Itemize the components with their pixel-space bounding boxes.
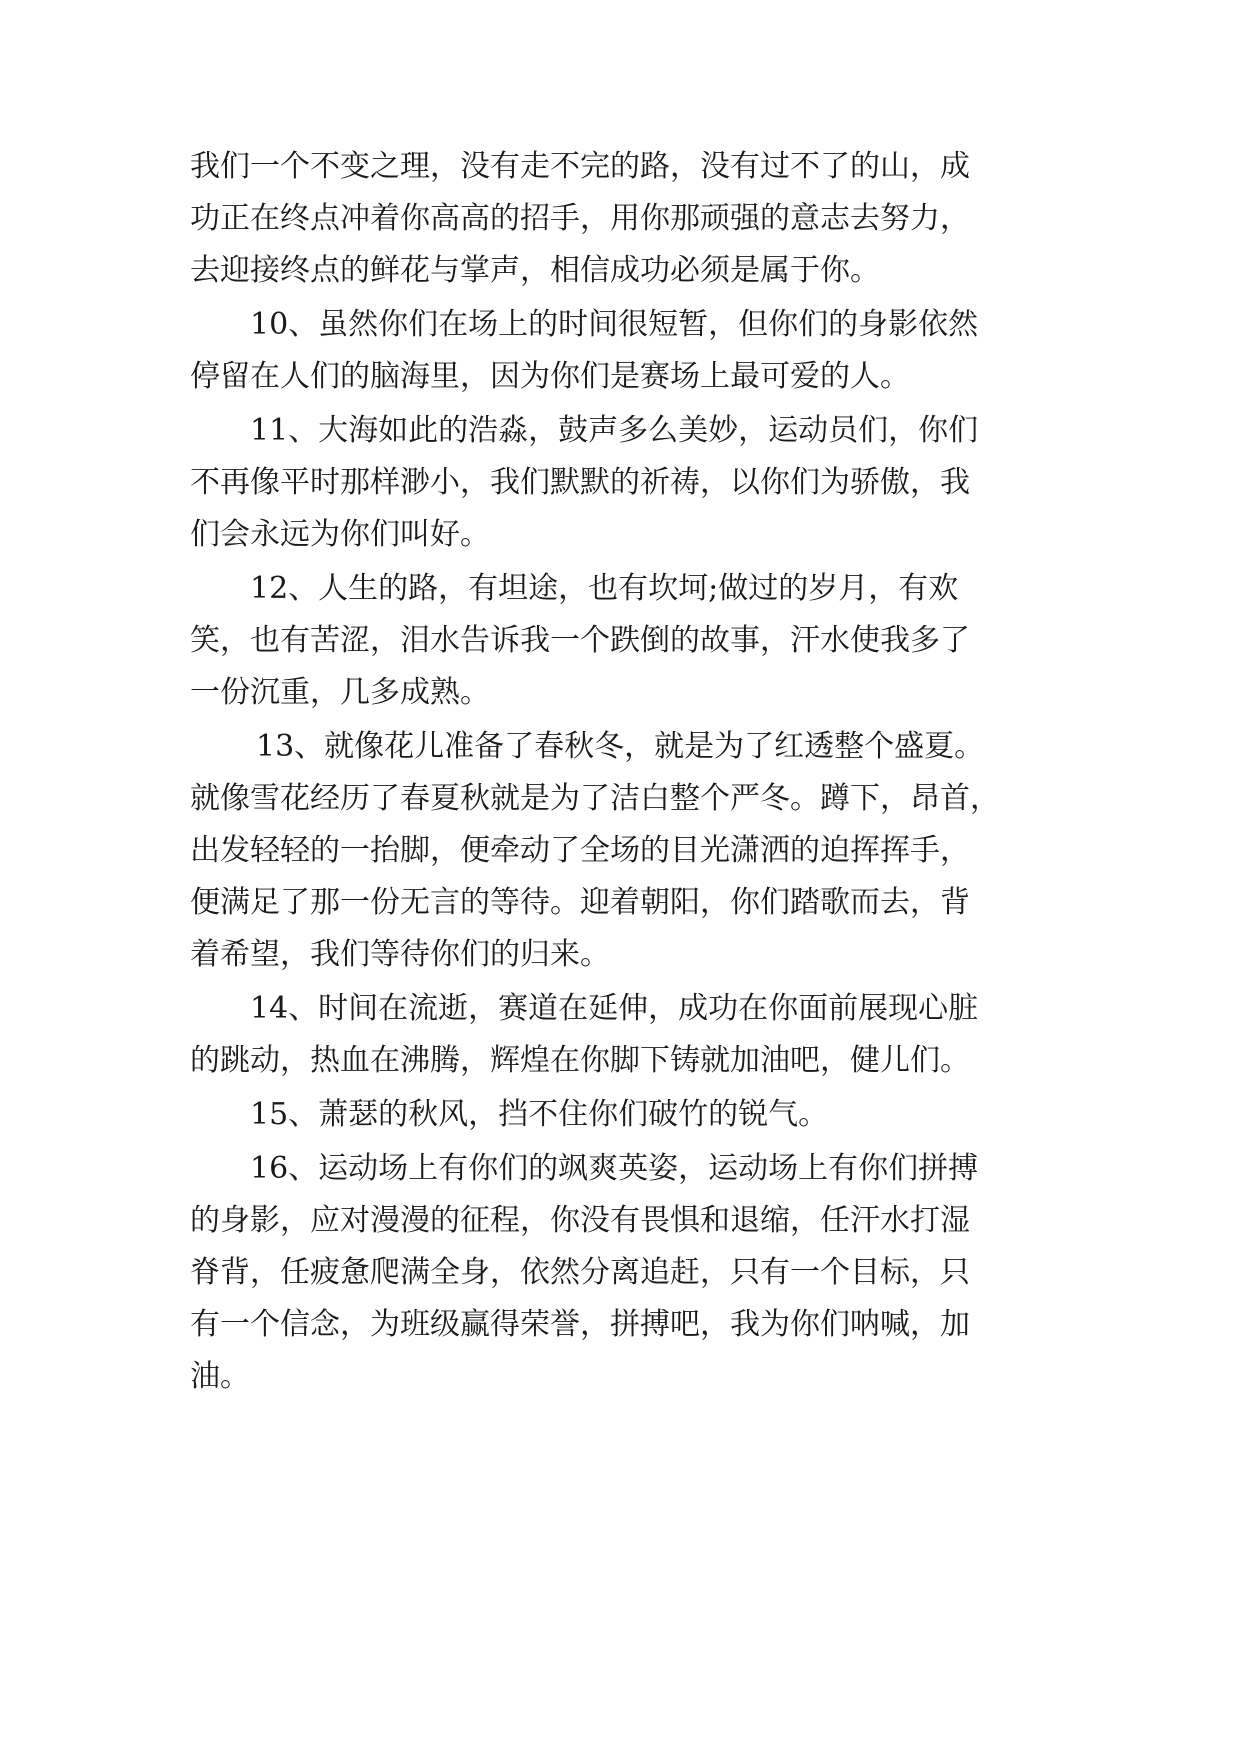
text-line: 就像雪花经历了春夏秋就是为了洁白整个严冬。蹲下，昂首， xyxy=(190,781,1000,816)
text-line: 油。 xyxy=(190,1359,250,1394)
text-line: 脊背，任疲惫爬满全身，依然分离追赶，只有一个目标，只 xyxy=(190,1255,970,1290)
text-line: 着希望，我们等待你们的归来。 xyxy=(190,937,610,972)
text-line: 我们一个不变之理，没有走不完的路，没有过不了的山，成 xyxy=(190,149,970,184)
paragraph-13-start: 13、就像花儿准备了春秋冬，就是为了红透整个盛夏。 xyxy=(256,729,985,764)
text-line: 不再像平时那样渺小，我们默默的祈祷，以你们为骄傲，我 xyxy=(190,465,970,500)
text-line: 一份沉重，几多成熟。 xyxy=(190,675,490,710)
paragraph-16-start: 16、运动场上有你们的飒爽英姿，运动场上有你们拼搏 xyxy=(250,1151,979,1186)
text-line: 笑，也有苦涩，泪水告诉我一个跌倒的故事，汗水使我多了 xyxy=(190,623,970,658)
text-line: 有一个信念，为班级赢得荣誉，拼搏吧，我为你们呐喊，加 xyxy=(190,1307,970,1342)
paragraph-10-start: 10、虽然你们在场上的时间很短暂，但你们的身影依然 xyxy=(250,307,979,342)
paragraph-12-start: 12、人生的路，有坦途，也有坎坷;做过的岁月，有欢 xyxy=(250,571,959,606)
paragraph-11-start: 11、大海如此的浩淼，鼓声多么美妙，运动员们，你们 xyxy=(250,413,979,448)
text-line: 去迎接终点的鲜花与掌声，相信成功必须是属于你。 xyxy=(190,253,880,288)
paragraph-14-start: 14、时间在流逝，赛道在延伸，成功在你面前展现心脏 xyxy=(250,991,979,1026)
text-line: 们会永远为你们叫好。 xyxy=(190,517,490,552)
text-line: 停留在人们的脑海里，因为你们是赛场上最可爱的人。 xyxy=(190,359,910,394)
text-line: 便满足了那一份无言的等待。迎着朝阳，你们踏歌而去，背 xyxy=(190,885,970,920)
text-line: 功正在终点冲着你高高的招手，用你那顽强的意志去努力， xyxy=(190,201,970,236)
text-line: 出发轻轻的一抬脚，便牵动了全场的目光潇洒的迫挥挥手， xyxy=(190,833,970,868)
text-line: 的跳动，热血在沸腾，辉煌在你脚下铸就加油吧，健儿们。 xyxy=(190,1043,970,1078)
paragraph-15-start: 15、萧瑟的秋风，挡不住你们破竹的锐气。 xyxy=(250,1097,829,1132)
text-line: 的身影，应对漫漫的征程，你没有畏惧和退缩，任汗水打湿 xyxy=(190,1203,970,1238)
